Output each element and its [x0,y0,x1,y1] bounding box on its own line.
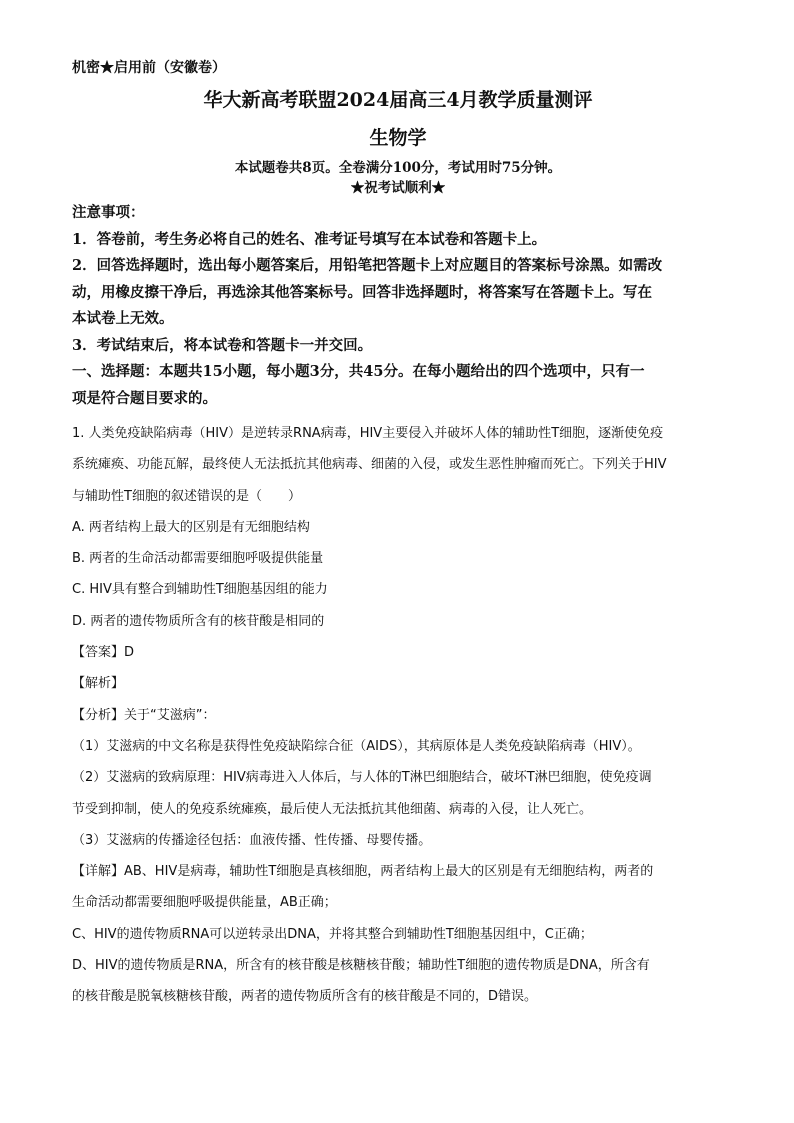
confidential-label: 机密★启用前（安徽卷） [72,60,226,76]
exam-info: 本试题卷共8页。全卷满分100分，考试用时75分钟。 [234,160,562,176]
subject-title: 生物学 [369,127,427,149]
note-line: 动，用橡皮擦干净后，再选涂其他答案标号。回答非选择题时，将答案写在答题卡上。写在 [72,283,652,301]
analysis-line: （2）艾滋病的致病原理：HIV病毒进入人体后，与人体的T淋巴细胞结合，破坏T淋巴细胞，使免疫调 [72,770,652,786]
analysis-line: 节受到抑制，使人的免疫系统瘫痪，最后使人无法抵抗其他细菌、病毒的入侵，让人死亡。 [72,801,593,817]
section-heading-line: 项是符合题目要求的。 [72,389,217,407]
analysis-line: 【详解】AB、HIV是病毒，辅助性T细胞是真核细胞，两者结构上最大的区别是有无细胞结构，两者的 [72,864,654,880]
section-heading-line: 一、选择题：本题共15小题，每小题3分，共45分。在每小题给出的四个选项中，只有一 [72,363,645,380]
question-stem-line: 系统瘫痪、功能瓦解，最终使人无法抵抗其他病毒、细菌的入侵，或发生恶性肿瘤而死亡。下列关于HIV [72,457,667,473]
note-line: 2．回答选择题时，选出每小题答案后，用铅笔把答题卡上对应题目的答案标号涂黑。如需改 [72,257,663,274]
analysis-label: 【解析】 [72,676,125,692]
exam-title: 华大新高考联盟2024届高三4月教学质量测评 [203,89,593,111]
analysis-line: C、HIV的遗传物质RNA可以逆转录出DNA，并将其整合到辅助性T细胞基因组中，C正确； [72,926,593,942]
exam-page [72,58,724,1013]
question-stem-line: 1. 人类免疫缺陷病毒（HIV）是逆转录RNA病毒，HIV主要侵入并破坏人体的辅助性T细胞，逐渐使免疫 [72,426,664,441]
answer-line: 【答案】D [72,645,135,661]
analysis-line: 生命活动都需要细胞呼吸提供能量，AB正确； [72,895,337,911]
notes-section [72,200,724,412]
analysis-line: （3）艾滋病的传播途径包括：血液传播、性传播、母婴传播。 [72,832,432,848]
analysis-line: 【分析】关于“艾滋病”： [72,707,216,723]
note-line: 本试卷上无效。 [72,310,174,327]
note-line: 1．答卷前，考生务必将自己的姓名、准考证号填写在本试卷和答题卡上。 [72,230,547,248]
option-d: D. 两者的遗传物质所含有的核苷酸是相同的 [72,613,325,629]
question-stem-line: 与辅助性T细胞的叙述错误的是（ ） [72,488,301,504]
option-a: A. 两者结构上最大的区别是有无细胞结构 [72,519,310,535]
note-line: 3．考试结束后，将本试卷和答题卡一并交回。 [72,336,373,354]
question-1 [72,418,724,1013]
analysis-line: 的核苷酸是脱氧核糖核苷酸，两者的遗传物质所含有的核苷酸是不同的，D错误。 [72,989,538,1005]
option-b: B. 两者的生命活动都需要细胞呼吸提供能量 [72,551,324,567]
good-luck-line: ★祝考试顺利★ [350,180,446,196]
analysis-line: （1）艾滋病的中文名称是获得性免疫缺陷综合征（AIDS），其病原体是人类免疫缺陷病毒（HIV）。 [72,738,641,754]
option-c: C. HIV具有整合到辅助性T细胞基因组的能力 [72,582,328,598]
notes-heading: 注意事项： [72,204,145,221]
analysis-line: D、HIV的遗传物质是RNA，所含有的核苷酸是核糖核苷酸；辅助性T细胞的遗传物质是DNA，所含有 [72,958,650,974]
